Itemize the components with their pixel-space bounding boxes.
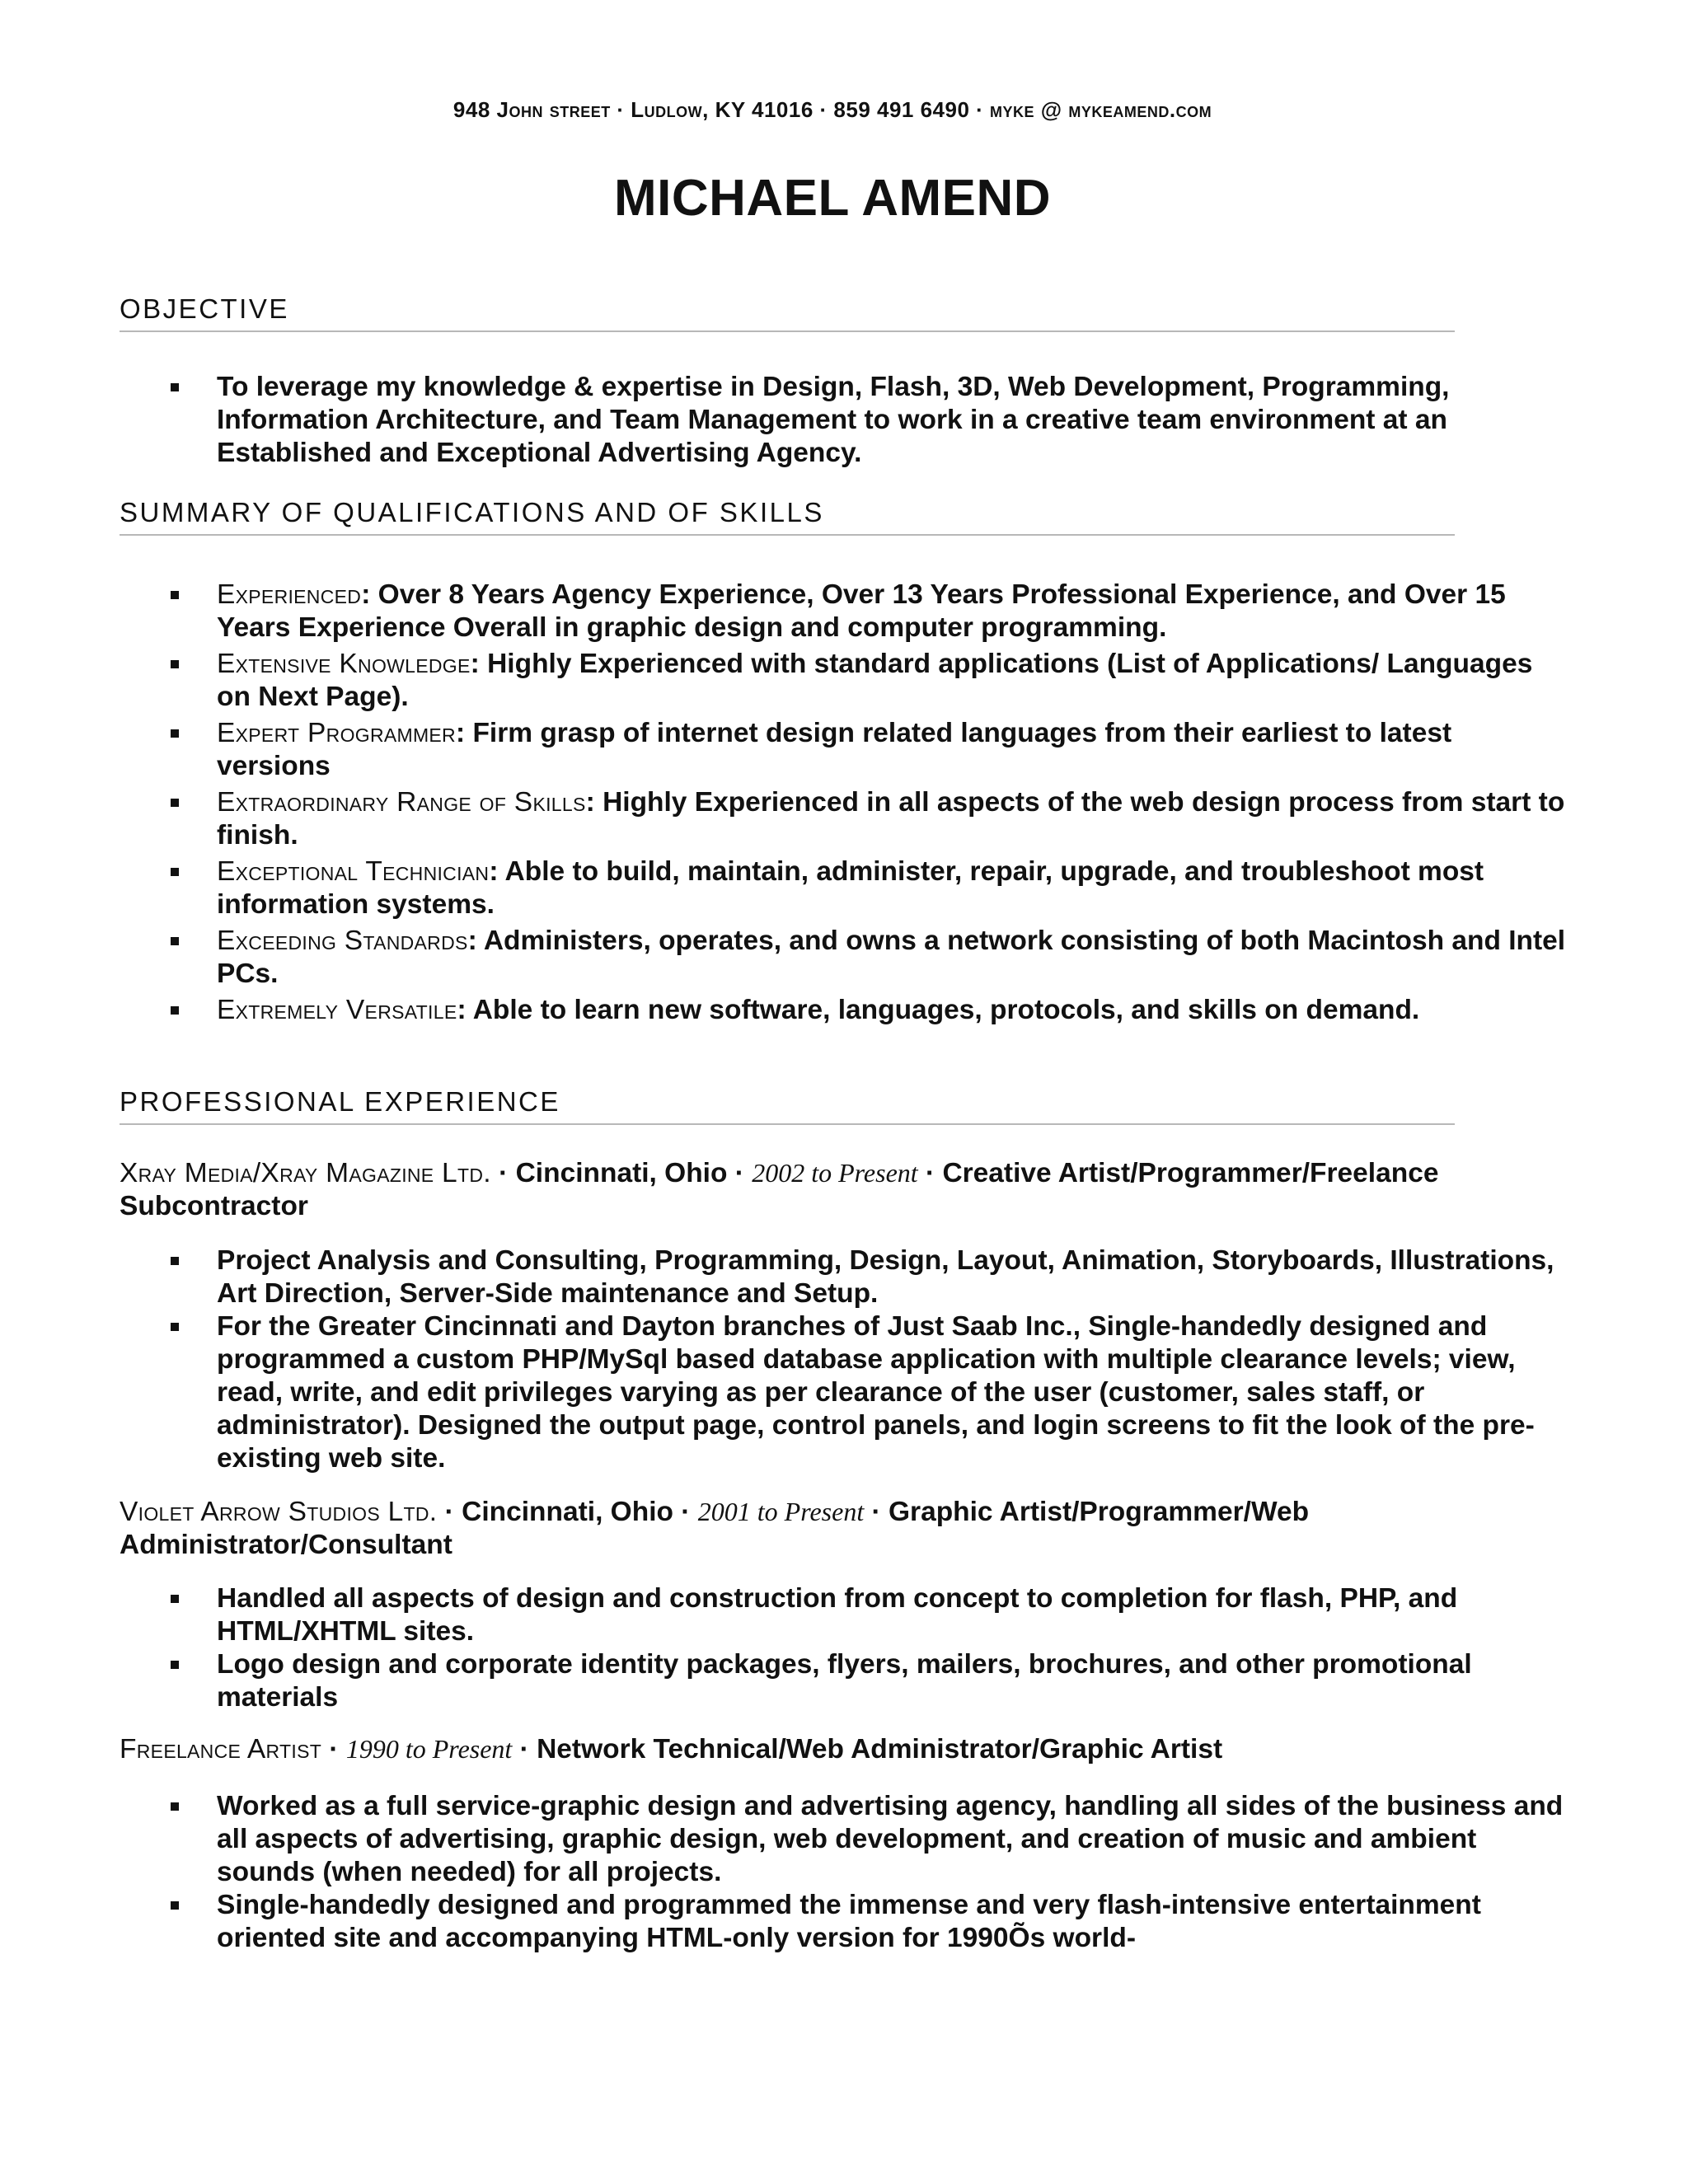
job-location: · [321, 1734, 346, 1765]
skill-term: Extensive Knowledge [217, 649, 471, 679]
skill-text: : Over 8 Years Agency Experience, Over 13 Years Professional Experience, and Over 15 Years Experience Overall in graphic design and computer programming. [217, 579, 1506, 643]
company-name: Violet Arrow Studios Ltd. [120, 1497, 438, 1527]
job-header [120, 1732, 1537, 1766]
skill-term: Extremely Versatile [217, 995, 457, 1025]
summary-heading: SUMMARY OF QUALIFICATIONS AND OF SKILLS [120, 496, 1455, 536]
job-bullets [120, 1244, 1570, 1475]
list-item [120, 786, 1570, 852]
skill-text: : Firm grasp of internet design related languages from their earliest to latest versions [217, 718, 1452, 781]
contact-address-line: 948 John street · Ludlow, KY 41016 · 859 491 6490 · myke @ mykeamend.com [452, 97, 1212, 122]
list-item [120, 855, 1570, 921]
list-item: Project Analysis and Consulting, Programming, Design, Layout, Animation, Storyboards, Illustrations, Art Direction, Server-Side maintenance and Setup. [120, 1244, 1570, 1310]
list-item [120, 994, 1570, 1027]
list-item: Single-handedly designed and programmed the immense and very flash-intensive entertainment oriented site and accompanying HTML-only version for 1990Õs world- [120, 1889, 1570, 1955]
job-title: · Network Technical/Web Administrator/Graphic Artist [512, 1734, 1223, 1765]
list-item [120, 648, 1570, 714]
list-item: For the Greater Cincinnati and Dayton branches of Just Saab Inc., Single-handedly designed and programmed a custom PHP/MySql based database application with multiple clearance levels; view, read, write, and edit privileges varying as per clearance of the user (customer, sales staff, or administrator). Designed the output page, control panels, and login screens to fit the look of the pre-existing web site. [120, 1310, 1570, 1475]
skill-term: Experienced [217, 579, 362, 610]
skill-text: : Able to build, maintain, administer, repair, upgrade, and troubleshoot most information systems. [217, 856, 1484, 920]
skill-text: : Highly Experienced in all aspects of the web design process from start to finish. [217, 787, 1565, 851]
list-item [120, 925, 1570, 991]
job-location: · Cincinnati, Ohio · [437, 1497, 698, 1527]
job-title: · Creative Artist/Programmer/Freelance Subcontractor [120, 1158, 1439, 1221]
objective-list [120, 371, 1570, 470]
skill-term: Extraordinary Range of Skills [217, 787, 586, 818]
objective-heading: OBJECTIVE [120, 293, 1455, 332]
skill-text: : Highly Experienced with standard applications (List of Applications/ Languages on Next Page). [217, 649, 1533, 712]
job-dates: 1990 to Present [345, 1734, 513, 1764]
list-item [120, 717, 1570, 783]
list-item: Handled all aspects of design and construction from concept to completion for flash, PHP, and HTML/XHTML sites. [120, 1582, 1570, 1648]
skill-text: : Administers, operates, and owns a network consisting of both Macintosh and Intel PCs. [217, 926, 1566, 989]
experience-heading: PROFESSIONAL EXPERIENCE [120, 1085, 1455, 1125]
job-dates: 2002 to Present [752, 1158, 918, 1188]
job-header [120, 1495, 1537, 1562]
job-bullets [120, 1582, 1570, 1714]
job-bullets [120, 1790, 1570, 1955]
skill-term: Expert Programmer [217, 718, 456, 748]
company-name: Freelance Artist [120, 1734, 322, 1765]
list-item: Worked as a full service-graphic design and advertising agency, handling all sides of the business and all aspects of advertising, graphic design, web development, and creation of music and ambient sounds (when needed) for all projects. [120, 1790, 1570, 1889]
job-title: · Graphic Artist/Programmer/Web Administrator/Consultant [120, 1497, 1310, 1560]
job-header [120, 1156, 1537, 1223]
skill-term: Exceeding Standards [217, 926, 468, 956]
skill-term: Exceptional Technician [217, 856, 490, 887]
skill-text: : Able to learn new software, languages, protocols, and skills on demand. [457, 995, 1420, 1025]
job-location: · Cincinnati, Ohio · [490, 1158, 753, 1188]
summary-list [120, 579, 1570, 1027]
list-item [120, 579, 1570, 644]
job-dates: 2001 to Present [697, 1497, 865, 1526]
company-name: Xray Media/Xray Magazine Ltd. [120, 1158, 491, 1188]
list-item: Logo design and corporate identity packages, flyers, mailers, brochures, and other promotional materials [120, 1648, 1570, 1714]
applicant-name: MICHAEL AMEND [613, 170, 1052, 227]
list-item: To leverage my knowledge & expertise in Design, Flash, 3D, Web Development, Programming, Information Architecture, and Team Management to work in a creative team environment at an Established and Exceptional Advertising Agency. [120, 371, 1570, 470]
